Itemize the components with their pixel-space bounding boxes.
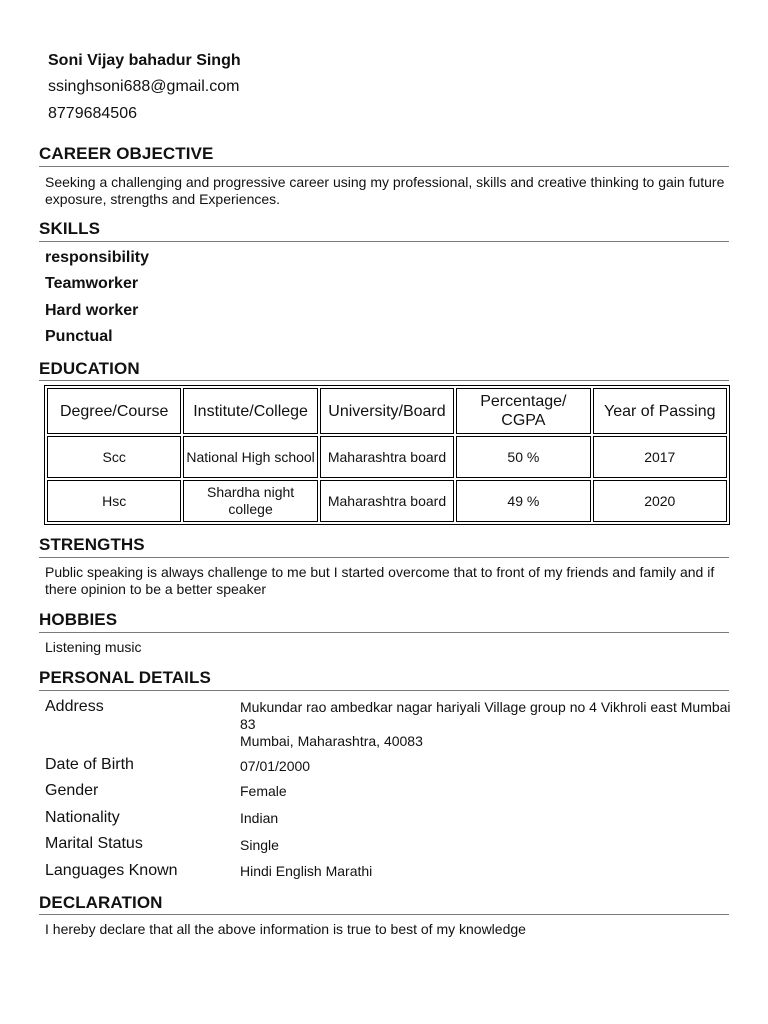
candidate-name: Soni Vijay bahadur Singh <box>48 52 241 69</box>
cell-year: 2020 <box>593 480 727 522</box>
career-objective-heading: CAREER OBJECTIVE <box>39 144 214 163</box>
gender-value: Female <box>240 783 287 799</box>
address-label: Address <box>45 698 104 715</box>
declaration-heading: DECLARATION <box>39 893 163 912</box>
nationality-label: Nationality <box>45 809 120 826</box>
hobbies-heading: HOBBIES <box>39 610 118 629</box>
career-objective-divider <box>39 166 729 167</box>
skill-item: Punctual <box>45 328 113 345</box>
col-university-board: University/Board <box>320 388 454 434</box>
skills-heading: SKILLS <box>39 219 101 238</box>
col-percentage-cgpa: Percentage/ CGPA <box>456 388 590 434</box>
strengths-heading: STRENGTHS <box>39 535 145 554</box>
candidate-email: ssinghsoni688@gmail.com <box>48 78 240 95</box>
col-year-of-passing: Year of Passing <box>593 388 727 434</box>
strengths-text: Public speaking is always challenge to me but I started overcome that to front of my friends and family and if there opinion to be a better speaker <box>45 564 715 597</box>
cell-percentage: 49 % <box>456 480 590 522</box>
address-line-2: Mumbai, Maharashtra, 40083 <box>240 733 423 749</box>
col-degree-course: Degree/Course <box>47 388 181 434</box>
cell-percentage: 50 % <box>456 436 590 478</box>
languages-value: Hindi English Marathi <box>240 863 373 879</box>
cell-board: Maharashtra board <box>320 436 454 478</box>
skill-item: responsibility <box>45 249 150 266</box>
cell-institute: Shardha night college <box>183 480 317 522</box>
dob-value: 07/01/2000 <box>240 758 311 774</box>
cell-institute: National High school <box>183 436 317 478</box>
cell-degree: Hsc <box>47 480 181 522</box>
dob-label: Date of Birth <box>45 756 134 773</box>
education-table <box>44 385 730 525</box>
declaration-divider <box>39 914 729 915</box>
table-row <box>47 480 727 522</box>
table-row <box>47 436 727 478</box>
career-objective-text: Seeking a challenging and progressive career using my professional, skills and creative thinking to gain future exposure, strengths and Experiences. <box>45 174 725 207</box>
gender-label: Gender <box>45 782 99 799</box>
address-line-1: Mukundar rao ambedkar nagar hariyali Village group no 4 Vikhroli east Mumbai 83 <box>240 699 731 732</box>
hobbies-text: Listening music <box>45 639 142 655</box>
cell-board: Maharashtra board <box>320 480 454 522</box>
nationality-value: Indian <box>240 810 279 826</box>
personal-details-divider <box>39 690 729 691</box>
marital-status-label: Marital Status <box>45 835 143 852</box>
hobbies-divider <box>39 632 729 633</box>
candidate-phone: 8779684506 <box>48 105 137 122</box>
education-header-row <box>47 388 727 434</box>
languages-label: Languages Known <box>45 862 178 879</box>
personal-details-heading: PERSONAL DETAILS <box>39 668 211 687</box>
skill-item: Teamworker <box>45 275 139 292</box>
skills-divider <box>39 241 729 242</box>
cell-degree: Scc <box>47 436 181 478</box>
marital-status-value: Single <box>240 837 279 853</box>
education-heading: EDUCATION <box>39 359 140 378</box>
cell-year: 2017 <box>593 436 727 478</box>
declaration-text: I hereby declare that all the above information is true to best of my knowledge <box>45 921 526 937</box>
education-divider <box>39 380 729 381</box>
skill-item: Hard worker <box>45 302 139 319</box>
col-institute-college: Institute/College <box>183 388 317 434</box>
strengths-divider <box>39 557 729 558</box>
